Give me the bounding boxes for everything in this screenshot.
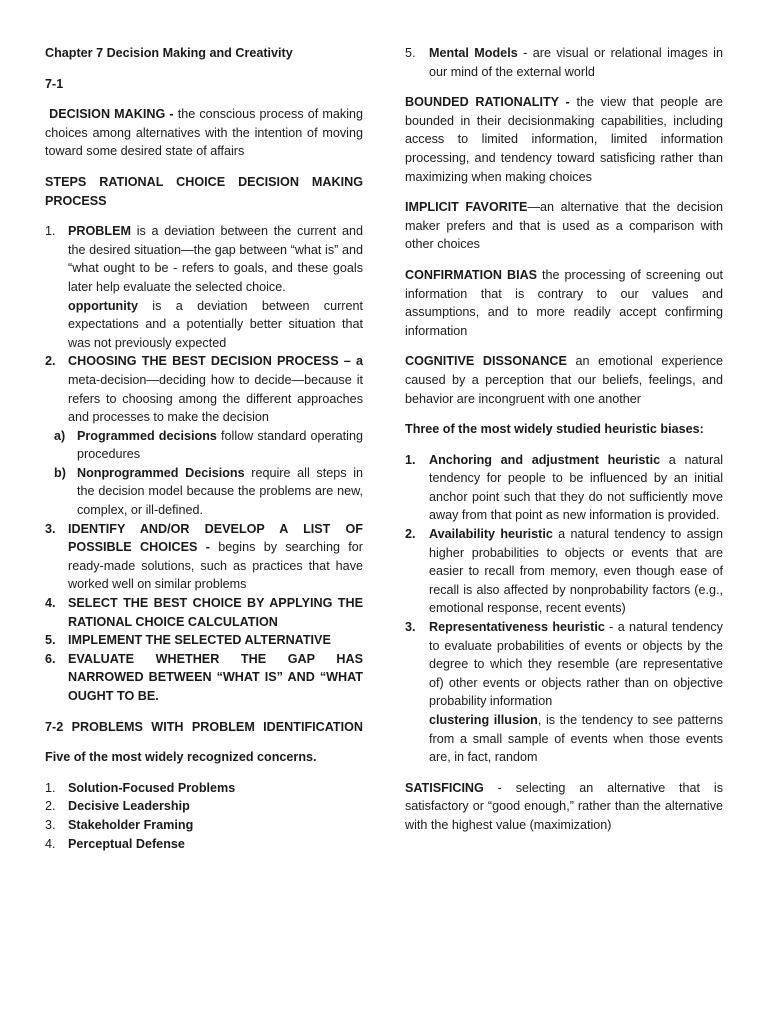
clustering-illusion-term: clustering illusion xyxy=(429,713,538,727)
step-term: SELECT THE BEST CHOICE BY APPLYING THE RATIONAL CHOICE CALCULATION xyxy=(68,596,363,629)
section-number-7-1: 7-1 xyxy=(45,76,64,91)
step-item xyxy=(45,594,363,631)
step-term: CHOOSING THE BEST DECISION PROCESS – a xyxy=(68,354,363,369)
sub-item xyxy=(45,464,363,520)
definition-paragraph xyxy=(405,352,723,408)
step-item xyxy=(45,222,363,296)
step-number: 4. xyxy=(45,596,56,611)
heuristic-number: 1. xyxy=(405,452,416,467)
concern-number: 5. xyxy=(405,46,416,60)
heuristics-list xyxy=(405,451,723,767)
heuristics-heading: Three of the most widely studied heuristic biases: xyxy=(405,422,704,437)
heuristic-text: a natural tendency for people to be influenced by an initial anchor point such that they do not sufficiently move away from that point as new information is provided. xyxy=(429,452,724,523)
heuristic-item xyxy=(405,618,723,711)
clustering-illusion-text: , is the tendency to see patterns from a small sample of events when those events are, in fact, random xyxy=(429,713,723,765)
concern-label: Solution-Focused Problems xyxy=(68,780,236,795)
heuristic-item xyxy=(405,451,723,525)
step-term: PROBLEM xyxy=(68,224,131,239)
sub-item-term: Programmed decisions xyxy=(77,428,217,443)
heuristic-number: 3. xyxy=(405,620,416,635)
chapter-title: Chapter 7 Decision Making and Creativity xyxy=(45,46,293,60)
sub-item-label: a) xyxy=(54,428,66,443)
step-number: 2. xyxy=(45,354,56,369)
step-text: is a deviation between the current and the desired situation—the gap between “what is” and “what ought to be - refers to goals, and these goals later help evaluate the selected choice. xyxy=(68,224,363,294)
definition-text: the processing of screening out information that is contrary to our values and assumptions, and to more readily accept confirming information xyxy=(405,267,723,338)
concerns-list xyxy=(45,779,363,853)
heuristic-text: a natural tendency to assign higher probabilities to objects or events that are easier to recall from memory, even though ease of recall is also affected by nonprobability factors (e.g., emotional response, recent events) xyxy=(429,527,723,616)
mental-models-list xyxy=(405,44,723,81)
step-item xyxy=(45,631,363,650)
decision-making-text: the conscious process of making choices among alternatives with the intention of moving toward some desired state of affairs xyxy=(45,107,364,159)
sub-item xyxy=(45,427,363,464)
concern-item xyxy=(45,835,363,854)
concern-item xyxy=(45,816,363,835)
definition-text: an emotional experience caused by a perception that our beliefs, feelings, and behavior are incongruent with one another xyxy=(405,354,723,406)
step-term: EVALUATE WHETHER THE GAP HAS NARROWED BETWEEN “WHAT IS” AND “WHAT OUGHT TO BE. xyxy=(68,651,363,703)
step-number: 5. xyxy=(45,633,56,648)
concern-number: 3. xyxy=(45,817,56,832)
satisficing-term: SATISFICING xyxy=(405,780,484,795)
step-item xyxy=(45,650,363,706)
step-term: IMPLEMENT THE SELECTED ALTERNATIVE xyxy=(68,633,331,648)
definition-paragraph xyxy=(405,198,723,254)
concerns-heading: Five of the most widely recognized concerns. xyxy=(45,750,317,765)
opportunity-term: opportunity xyxy=(68,298,138,313)
concern-label: Perceptual Defense xyxy=(68,836,185,851)
heuristic-term: Anchoring and adjustment heuristic xyxy=(429,452,661,467)
step-text: meta-decision—deciding how to decide—because it refers to choosing among the different approaches and processes to make the decision xyxy=(68,372,363,425)
definition-text: —an alternative that the decision maker prefers and that is used as a comparison with other choices xyxy=(405,200,724,252)
clustering-illusion-definition xyxy=(405,711,723,767)
left-column xyxy=(45,44,363,853)
step-item xyxy=(45,520,363,594)
decision-making-term: DECISION MAKING - xyxy=(49,107,174,122)
concern-number: 1. xyxy=(45,780,56,795)
decision-making-definition xyxy=(45,105,363,161)
definition-term: CONFIRMATION BIAS xyxy=(405,267,538,282)
heuristic-number: 2. xyxy=(405,527,416,542)
mental-models-term: Mental Models xyxy=(429,46,518,60)
section-7-2-heading: 7-2 PROBLEMS WITH PROBLEM IDENTIFICATION xyxy=(45,719,363,734)
step-number: 6. xyxy=(45,651,56,666)
step-text: begins by searching for ready-made solutions, such as practices that have worked well on similar problems xyxy=(68,540,363,592)
step-number: 3. xyxy=(45,521,56,536)
concern-item xyxy=(45,797,363,816)
concern-number: 4. xyxy=(45,836,56,851)
opportunity-text: is a deviation between current expectations and a potentially better situation that was not previously expected xyxy=(68,298,363,350)
definition-term: COGNITIVE DISSONANCE xyxy=(405,354,567,369)
steps-heading: STEPS RATIONAL CHOICE DECISION MAKING PROCESS xyxy=(45,174,363,208)
step-item xyxy=(45,352,363,426)
concern-item xyxy=(45,779,363,798)
heuristic-item xyxy=(405,525,723,618)
mental-models-text: - are visual or relational images in our mind of the external world xyxy=(429,46,723,79)
definition-paragraph xyxy=(405,266,723,340)
sub-item-label: b) xyxy=(54,465,66,480)
concern-label: Decisive Leadership xyxy=(68,799,190,814)
sub-item-text: follow standard operating procedures xyxy=(77,428,363,462)
right-column xyxy=(405,44,723,835)
sub-item-term: Nonprogrammed Decisions xyxy=(77,465,245,480)
definition-paragraph xyxy=(405,93,723,186)
sub-item-text: require all steps in the decision model because the problems are new, complex, or ill-defined. xyxy=(77,465,364,518)
definition-term: IMPLICIT FAVORITE xyxy=(405,200,528,215)
concern-item xyxy=(405,44,723,81)
heuristic-term: Representativeness heuristic xyxy=(429,620,605,635)
step-number: 1. xyxy=(45,224,56,239)
heuristic-text: - a natural tendency to evaluate probabilities of events or objects by the degree to which they resemble (are representative of) other events or objects rather than on objective probability information xyxy=(429,620,723,709)
definition-text: the view that people are bounded in their decisionmaking capabilities, including access to limited information, limited information processing, and tendency toward satisficing rather than maximizing when making choices xyxy=(405,95,723,184)
satisficing-text: - selecting an alternative that is satisfactory or “good enough,” rather than the alternative with the highest value (maximization) xyxy=(405,780,723,832)
concern-number: 2. xyxy=(45,799,56,814)
steps-list xyxy=(45,222,363,705)
heuristic-term: Availability heuristic xyxy=(429,527,553,542)
opportunity-definition xyxy=(45,297,363,353)
definition-term: BOUNDED RATIONALITY - xyxy=(405,95,570,110)
concern-label: Stakeholder Framing xyxy=(68,817,194,832)
step-term: IDENTIFY AND/OR DEVELOP A LIST OF POSSIBLE CHOICES - xyxy=(68,521,363,555)
satisficing-definition xyxy=(405,779,723,835)
